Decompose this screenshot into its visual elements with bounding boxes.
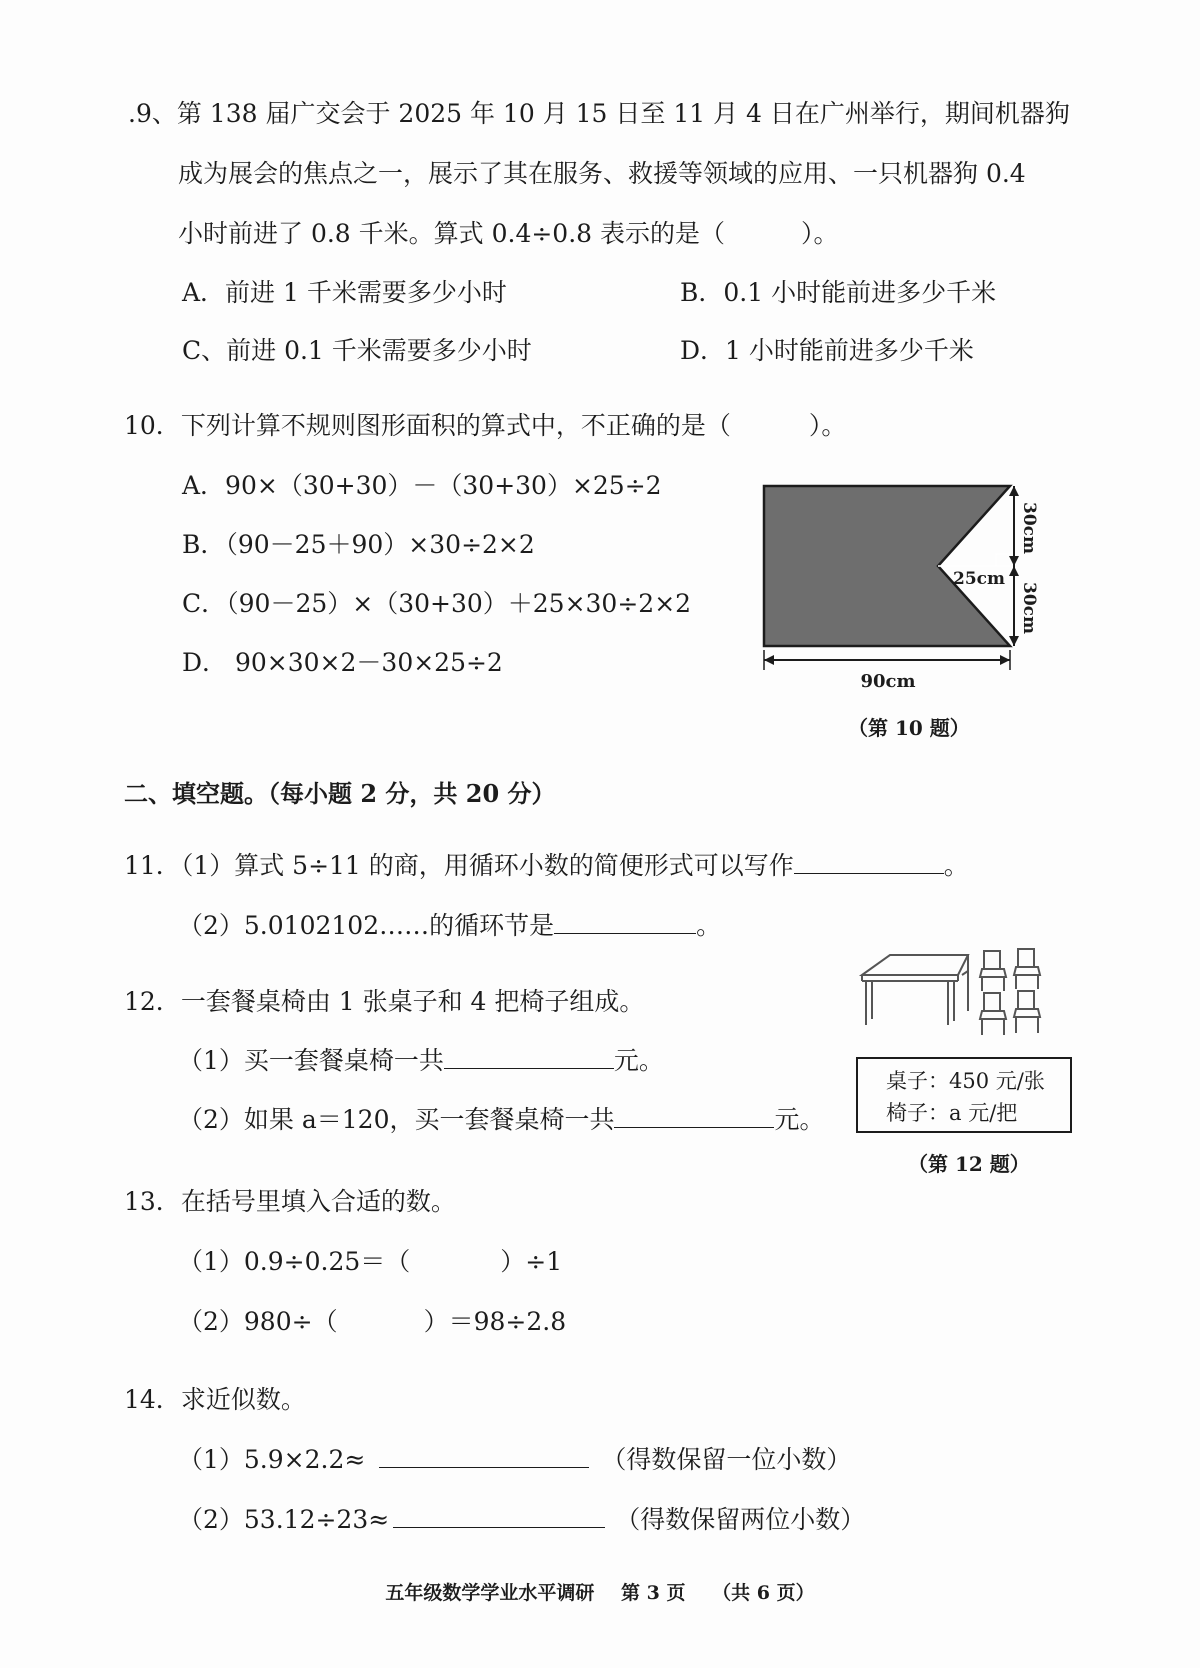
q9-stem-line3	[178, 218, 839, 250]
bottom-dim-arrow-up	[1009, 566, 1019, 576]
q12-part2-end: 元。	[774, 1105, 825, 1134]
section2-title: 二、填空题。（每小题 2 分，共 20 分）	[124, 779, 556, 808]
q14-part1-blank[interactable]	[379, 1445, 589, 1468]
q14-part1-pre: （1）5.9×2.2≈	[178, 1445, 366, 1474]
q12-part1	[178, 1045, 664, 1077]
q10-option-d: D． 90×30×2－30×25÷2	[182, 648, 503, 677]
right-angle-mark	[996, 554, 1010, 566]
table-chairs-illustration	[858, 945, 1068, 1045]
chair-price: 椅子：a 元/把	[886, 1101, 1018, 1125]
q10-number: 10．	[124, 411, 181, 440]
q13-stem	[124, 1186, 456, 1218]
q14-part2	[178, 1504, 865, 1536]
footer-title: 五年级数学学业水平调研	[385, 1582, 595, 1604]
q10-figure	[752, 474, 1072, 704]
top-dim-arrow-down	[1009, 556, 1019, 566]
q10-stem-post: ）。	[808, 411, 847, 440]
q11-part2-text: （2）5.0102102……的循环节是	[178, 911, 555, 940]
q14-part1-post: （得数保留一位小数）	[601, 1445, 852, 1474]
q11-part1-text: （1）算式 5÷11 的商，用循环小数的简便形式可以写作	[180, 851, 794, 880]
q11-part1	[124, 850, 969, 882]
q11-part2-end: 。	[696, 911, 722, 940]
q12-part1-blank[interactable]	[444, 1046, 614, 1069]
footer-page-number: 第 3 页	[621, 1582, 686, 1604]
q13-part2	[178, 1306, 566, 1338]
top-height-label: 30cm	[1019, 502, 1039, 554]
q13-part1-pre: （1）0.9÷0.25＝（	[178, 1247, 411, 1276]
q9-option-a: A．前进 1 千米需要多少小时	[182, 278, 507, 307]
bottom-dim-arrow-down	[1009, 636, 1019, 646]
top-dim-arrow-up	[1009, 486, 1019, 496]
q10-stem	[124, 410, 846, 442]
q11-part2	[178, 910, 721, 942]
q14-part2-pre: （2）53.12÷23≈	[178, 1505, 390, 1534]
chair-icon	[1014, 949, 1040, 989]
width-arrow-right	[1000, 655, 1010, 665]
q10-option-c: C．（90－25）×（30+30）＋25×30÷2×2	[182, 589, 692, 618]
q12-part2-blank[interactable]	[614, 1105, 774, 1128]
q13-number: 13．	[124, 1187, 181, 1216]
q14-part2-post: （得数保留两位小数）	[615, 1505, 866, 1534]
chair-icon	[1014, 991, 1040, 1033]
q12-part2	[178, 1104, 825, 1136]
width-label: 90cm	[860, 671, 916, 692]
q12-price-box	[856, 1057, 1072, 1133]
q12-number: 12．	[124, 987, 181, 1016]
q9-number: .9、	[128, 99, 177, 128]
q9-stem-line1: 第 138 届广交会于 2025 年 10 月 15 日至 11 月 4 日在广州举行，期间机器狗	[176, 99, 1070, 128]
q10-caption: （第 10 题）	[848, 716, 970, 740]
q12-part1-end: 元。	[613, 1046, 664, 1075]
chair-icon	[980, 951, 1006, 991]
width-arrow-left	[764, 655, 774, 665]
q9-stem-pre: 小时前进了 0.8 千米。算式 0.4÷0.8 表示的是（	[178, 219, 726, 248]
q13-part1	[178, 1246, 562, 1278]
q12-stem-text: 一套餐桌椅由 1 张桌子和 4 把椅子组成。	[180, 987, 645, 1016]
footer-total-pages: （共 6 页）	[712, 1582, 815, 1604]
q9-option-b: B．0.1 小时能前进多少千米	[680, 278, 997, 307]
q9-option-c: C、前进 0.1 千米需要多少小时	[182, 336, 532, 365]
notch-label: 25cm	[953, 569, 1005, 589]
q11-part2-blank[interactable]	[554, 911, 696, 934]
table-price: 桌子：450 元/张	[886, 1069, 1045, 1093]
q12-stem	[124, 986, 644, 1018]
q11-part1-end: 。	[943, 851, 969, 880]
q10-option-a: A．90×（30+30）－（30+30）×25÷2	[182, 471, 662, 500]
q9-option-d: D．1 小时能前进多少千米	[680, 336, 974, 365]
q13-part2-post: ）＝98÷2.8	[423, 1307, 567, 1336]
q10-stem-pre: 下列计算不规则图形面积的算式中，不正确的是（	[180, 411, 731, 440]
q13-part2-pre: （2）980÷（	[178, 1307, 338, 1336]
table-icon	[862, 955, 968, 1025]
q10-option-b: B．（90－25＋90）×30÷2×2	[182, 530, 535, 559]
q14-part2-blank[interactable]	[393, 1505, 605, 1528]
q12-part1-text: （1）买一套餐桌椅一共	[178, 1046, 444, 1075]
q9-line1	[128, 98, 1070, 130]
q11-part1-blank[interactable]	[794, 851, 944, 874]
q9-stem-line2: 成为展会的焦点之一，展示了其在服务、救援等领域的应用、一只机器狗 0.4	[178, 159, 1026, 188]
q13-part1-post: ）÷1	[500, 1247, 563, 1276]
q14-stem	[124, 1384, 306, 1416]
chair-icon	[980, 993, 1006, 1035]
q14-stem-text: 求近似数。	[180, 1385, 306, 1414]
q13-stem-text: 在括号里填入合适的数。	[180, 1187, 456, 1216]
q12-caption: （第 12 题）	[908, 1152, 1030, 1176]
q9-stem-post: ）。	[801, 219, 839, 248]
page-footer	[0, 1578, 1200, 1605]
q12-part2-text: （2）如果 a＝120，买一套餐桌椅一共	[178, 1105, 615, 1134]
q14-part1	[178, 1444, 851, 1476]
q14-number: 14．	[124, 1385, 181, 1414]
q11-number: 11．	[124, 851, 181, 880]
bottom-height-label: 30cm	[1019, 582, 1039, 634]
